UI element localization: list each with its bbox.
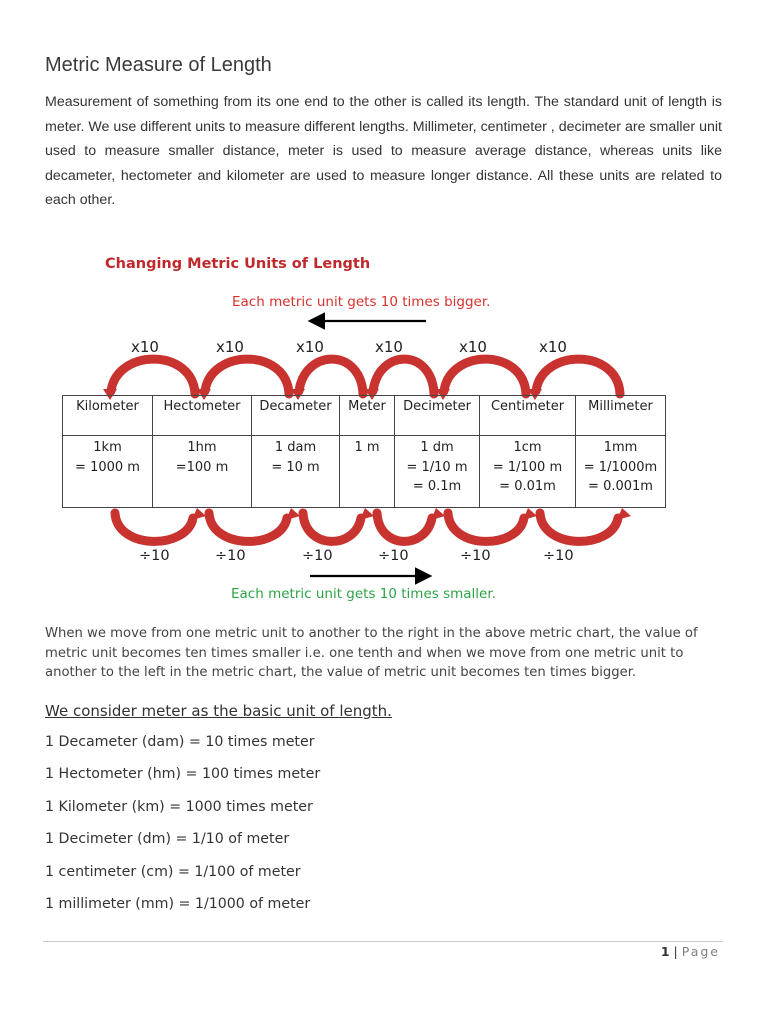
value-line: 1 dm bbox=[420, 440, 454, 455]
divide-arc-arrow bbox=[448, 513, 524, 541]
value-line: = 0.1m bbox=[412, 479, 462, 494]
value-line: 1km bbox=[93, 440, 122, 455]
page-label: Page bbox=[681, 944, 720, 959]
fact-item: 1 Kilometer (km) = 1000 times meter bbox=[45, 798, 313, 815]
value-line: = 1/10 m bbox=[406, 459, 468, 475]
smaller-caption: Each metric unit gets 10 times smaller. bbox=[231, 586, 496, 602]
basic-unit-heading: We consider meter as the basic unit of length. bbox=[45, 702, 392, 720]
divide-label: ÷10 bbox=[543, 548, 574, 564]
value-line: = 10 m bbox=[271, 459, 320, 475]
unit-value-centimeter bbox=[480, 436, 576, 508]
fact-item: 1 millimeter (mm) = 1/1000 of meter bbox=[45, 895, 311, 912]
multiply-arc-arrow bbox=[205, 359, 289, 394]
unit-value-hectometer bbox=[153, 436, 252, 508]
multiply-arc-arrow bbox=[111, 359, 195, 394]
fact-item: 1 Decameter (dam) = 10 times meter bbox=[45, 734, 315, 750]
divide-arc-arrow bbox=[303, 513, 361, 541]
unit-header-decameter: Decameter bbox=[252, 396, 340, 436]
unit-header-meter: Meter bbox=[340, 396, 395, 436]
divide-arc-arrow bbox=[540, 513, 618, 541]
value-line: = 1/1000m bbox=[583, 459, 658, 475]
value-line: = 0.001m bbox=[588, 479, 653, 494]
value-line: = 0.01m bbox=[499, 479, 556, 494]
divide-label: ÷10 bbox=[139, 548, 170, 564]
value-line: = 1/100 m bbox=[492, 459, 563, 475]
conversion-facts-list bbox=[45, 734, 320, 928]
unit-header-decimeter: Decimeter bbox=[395, 396, 480, 436]
value-line: =100 m bbox=[175, 459, 229, 475]
unit-header-millimeter: Millimeter bbox=[576, 396, 666, 436]
metric-conversion-diagram bbox=[0, 250, 768, 610]
value-line: 1 m bbox=[354, 440, 380, 455]
multiply-arc-arrow bbox=[536, 359, 620, 394]
value-line: 1 dam bbox=[274, 440, 317, 455]
fact-item: 1 Hectometer (hm) = 100 times meter bbox=[45, 766, 321, 783]
multiply-label: x10 bbox=[216, 338, 244, 356]
divide-label: ÷10 bbox=[215, 548, 246, 564]
page-title: Metric Measure of Length bbox=[45, 54, 272, 76]
value-line: 1hm bbox=[187, 440, 217, 455]
value-line: = 1000 m bbox=[75, 459, 140, 475]
footer-divider bbox=[43, 941, 723, 942]
multiply-arc-arrow bbox=[299, 359, 363, 394]
multiply-label: x10 bbox=[539, 338, 567, 356]
diagram-title: Changing Metric Units of Length bbox=[105, 256, 371, 272]
fact-item: 1 Decimeter (dm) = 1/10 of meter bbox=[45, 831, 290, 848]
fact-item: 1 centimeter (cm) = 1/100 of meter bbox=[45, 863, 301, 880]
divide-arc-arrow bbox=[209, 513, 287, 541]
bigger-caption: Each metric unit gets 10 times bigger. bbox=[232, 294, 491, 310]
multiply-arc-arrow bbox=[444, 359, 526, 394]
multiply-label: x10 bbox=[296, 338, 324, 356]
unit-header-centimeter: Centimeter bbox=[480, 396, 576, 436]
explanation-paragraph: When we move from one metric unit to another to the right in the above metric chart, the value of metric unit becomes ten times smaller i.e. one tenth and when we move from one metric unit to another to the left in the metric chart, the value of metric unit becomes ten times bigger. bbox=[45, 626, 698, 680]
unit-value-decimeter bbox=[395, 436, 480, 508]
divide-arc-arrow bbox=[115, 513, 193, 541]
units-value-row bbox=[63, 436, 666, 508]
divide-label: ÷10 bbox=[460, 548, 491, 564]
unit-value-kilometer bbox=[63, 436, 153, 508]
units-table bbox=[62, 395, 666, 508]
units-header-row bbox=[63, 396, 666, 436]
divide-label: ÷10 bbox=[302, 548, 333, 564]
unit-header-hectometer: Hectometer bbox=[153, 396, 252, 436]
multiply-arc-arrow bbox=[373, 359, 434, 394]
unit-value-meter bbox=[340, 436, 395, 508]
multiply-label: x10 bbox=[131, 338, 159, 356]
unit-value-millimeter bbox=[576, 436, 666, 508]
footer-separator: | bbox=[673, 944, 678, 959]
intro-paragraph: Measurement of something from its one end to the other is called its length. The standard unit of length is meter. We use different units to measure different lengths. Millimeter, centimeter , decimeter are smaller unit used to measure smaller distance, meter is used to measure average distance, whereas units like decameter, hectometer and kilometer are used to measure longer distance. All these units are related to each other. bbox=[45, 94, 722, 208]
multiply-label: x10 bbox=[459, 338, 487, 356]
value-line: 1cm bbox=[513, 440, 542, 455]
divide-label: ÷10 bbox=[378, 548, 409, 564]
multiply-label: x10 bbox=[375, 338, 403, 356]
page-number: 1 bbox=[660, 944, 670, 959]
page-footer bbox=[661, 944, 720, 959]
unit-header-kilometer: Kilometer bbox=[63, 396, 153, 436]
unit-value-decameter bbox=[252, 436, 340, 508]
value-line: 1mm bbox=[603, 440, 638, 455]
divide-arc-arrow bbox=[377, 513, 432, 541]
